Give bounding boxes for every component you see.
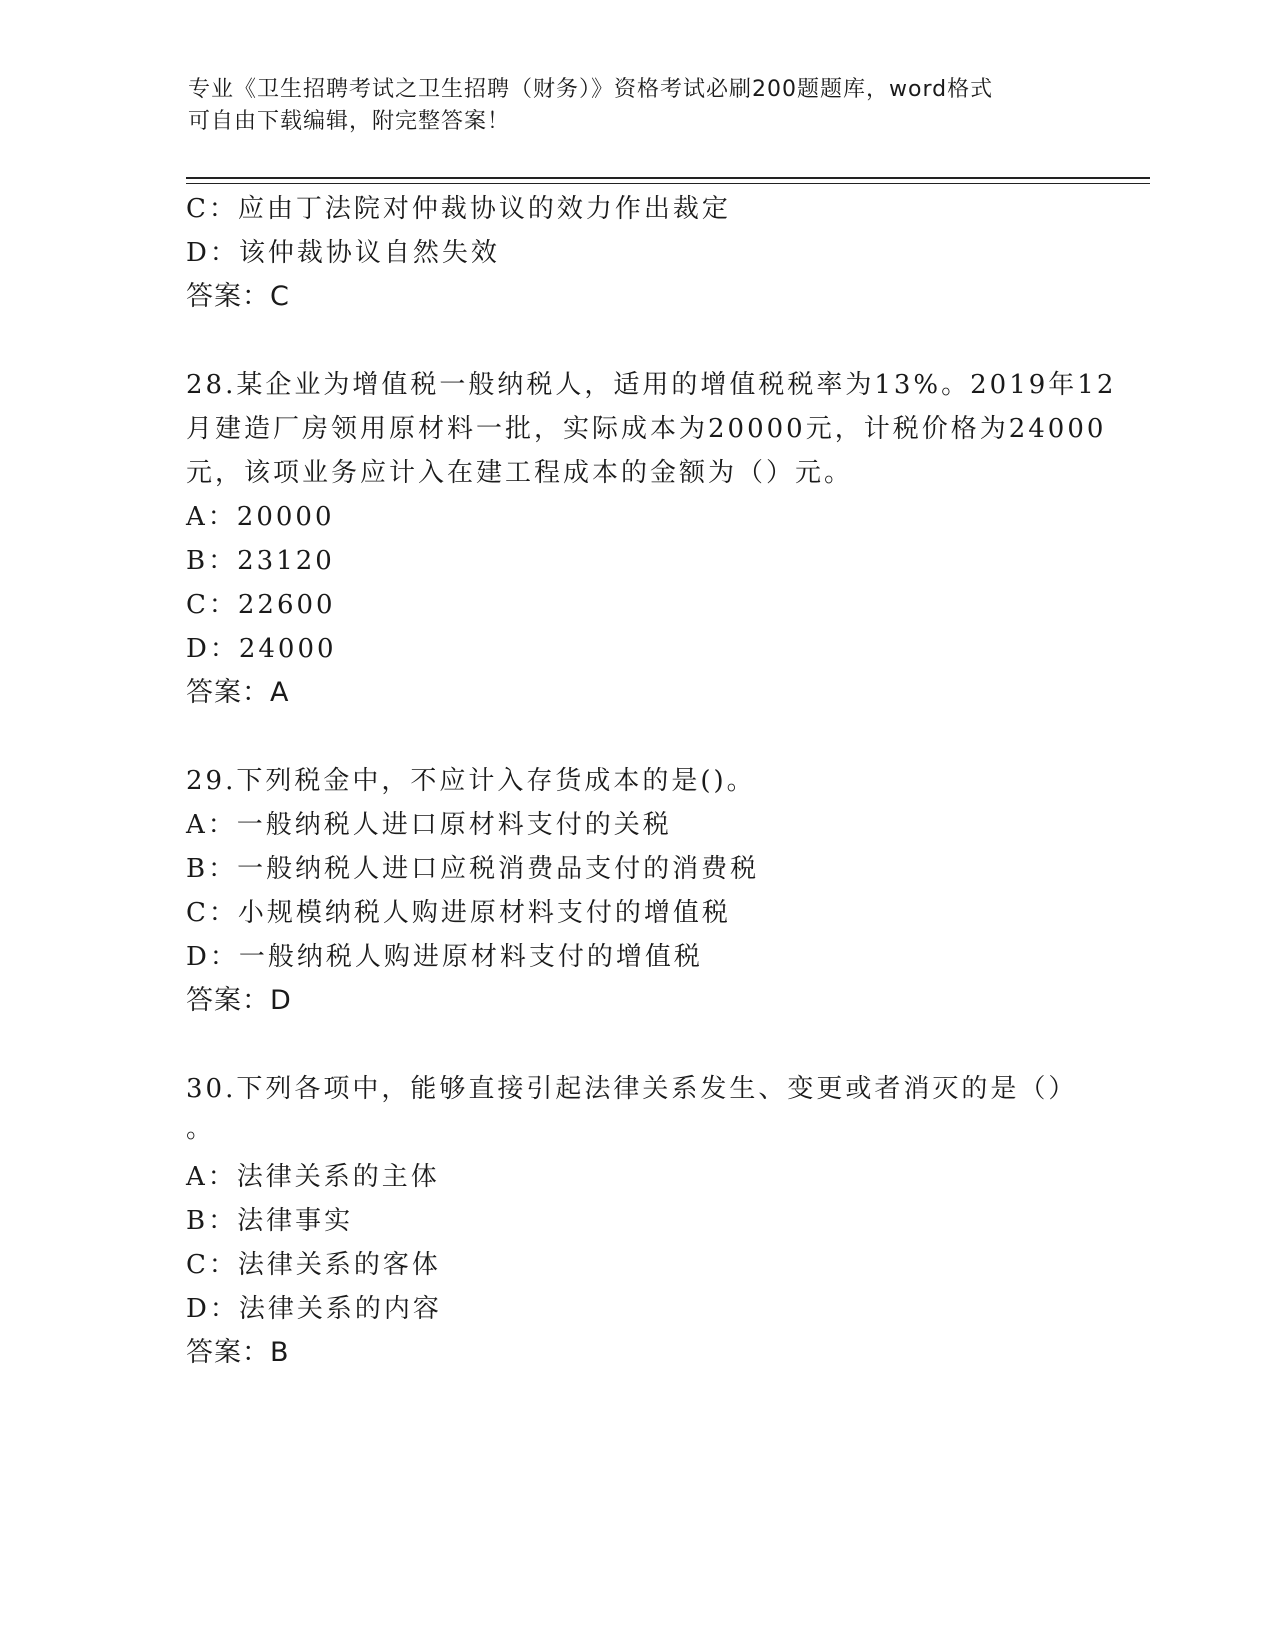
- q29-option-a: A：一般纳税人进口原材料支付的关税: [186, 810, 672, 840]
- header-divider-thick: [186, 177, 1150, 179]
- q30-stem-line-1: 30.下列各项中，能够直接引起法律关系发生、变更或者消灭的是（）: [186, 1074, 1078, 1104]
- q30-option-d: D：法律关系的内容: [186, 1294, 442, 1324]
- q29-stem: 29.下列税金中，不应计入存货成本的是()。: [186, 766, 756, 796]
- q27-option-c: C：应由丁法院对仲裁协议的效力作出裁定: [186, 194, 731, 224]
- q28-stem-line-2: 月建造厂房领用原材料一批，实际成本为20000元，计税价格为24000: [186, 414, 1107, 444]
- q30-option-c: C：法律关系的客体: [186, 1250, 441, 1280]
- q28-stem-line-1: 28.某企业为增值税一般纳税人，适用的增值税税率为13%。2019年12: [186, 370, 1117, 400]
- q28-option-d: D：24000: [186, 634, 337, 664]
- header-line-2: 可自由下载编辑，附完整答案！: [188, 109, 511, 134]
- q27-option-d: D：该仲裁协议自然失效: [186, 238, 500, 268]
- document-header: [188, 74, 1088, 138]
- header-line-1: 专业《卫生招聘考试之卫生招聘（财务）》资格考试必刷200题题库，word格式: [188, 77, 994, 102]
- q30-option-a: A：法律关系的主体: [186, 1162, 440, 1192]
- q30-answer: 答案：B: [186, 1337, 290, 1368]
- q30-stem-line-2: 。: [186, 1114, 216, 1144]
- q28-option-c: C：22600: [186, 590, 336, 620]
- header-divider-thin: [186, 183, 1150, 184]
- q29-option-d: D：一般纳税人购进原材料支付的增值税: [186, 942, 703, 972]
- q28-answer: 答案：A: [186, 677, 290, 708]
- q27-answer: 答案：C: [186, 281, 290, 312]
- q28-option-b: B：23120: [186, 546, 335, 576]
- q29-answer: 答案：D: [186, 985, 292, 1016]
- q28-option-a: A：20000: [186, 502, 335, 532]
- q28-stem-line-3: 元，该项业务应计入在建工程成本的金额为（）元。: [186, 458, 854, 488]
- q29-option-b: B：一般纳税人进口应税消费品支付的消费税: [186, 854, 760, 884]
- q29-option-c: C：小规模纳税人购进原材料支付的增值税: [186, 898, 731, 928]
- q30-option-b: B：法律事实: [186, 1206, 354, 1236]
